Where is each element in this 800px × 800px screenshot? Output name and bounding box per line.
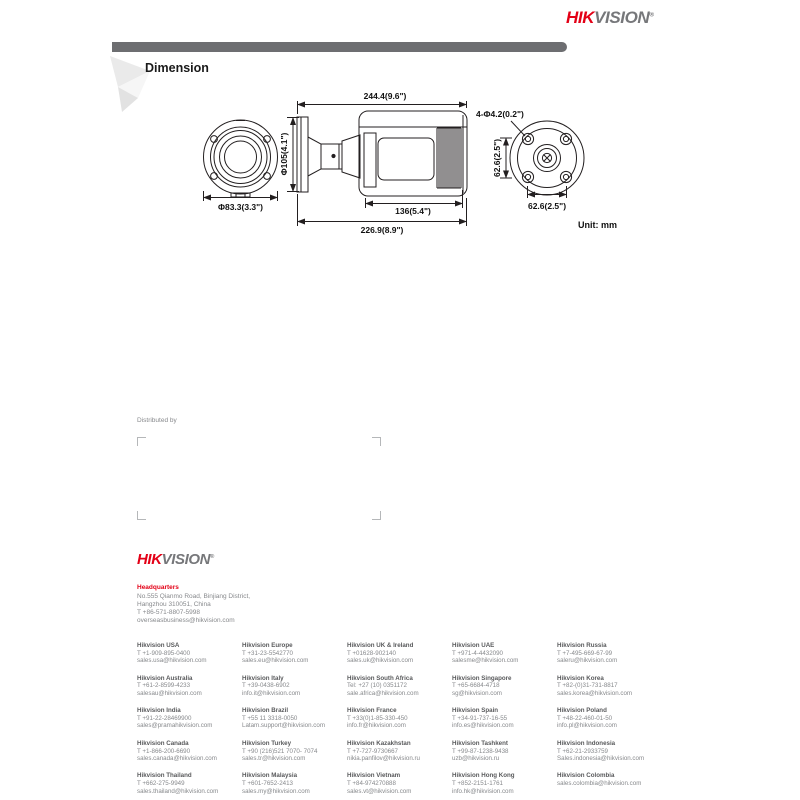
office-contact-lines xyxy=(242,650,347,665)
office-name: Hikvision Turkey xyxy=(242,739,292,747)
office-line: T +61-2-8599-4233 xyxy=(137,682,191,690)
body-length-label: 136(5.4") xyxy=(395,206,431,216)
office-entry xyxy=(242,740,347,773)
logo-hik-text: HIK xyxy=(566,8,595,27)
office-line: T +34-91-737-16-55 xyxy=(452,714,508,722)
hikvision-logo xyxy=(566,8,654,28)
office-line: sales.tr@hikvision.com xyxy=(242,754,306,762)
address-line: No.555 Qianmo Road, Binjiang District, xyxy=(137,593,251,600)
office-line: T +31-23-5542770 xyxy=(242,649,293,657)
rear-view xyxy=(500,121,584,198)
section-divider-bar xyxy=(112,42,567,52)
office-line: nikia.panfilov@hikvision.ru xyxy=(347,754,421,762)
office-line: T +62-21-2933759 xyxy=(557,747,608,755)
office-contact-lines xyxy=(557,715,662,730)
regional-offices-grid xyxy=(137,642,677,800)
office-name: Hikvision Korea xyxy=(557,674,604,682)
footer-logo-vision-text: VISION xyxy=(161,551,211,568)
office-line: sales.my@hikvision.com xyxy=(242,787,310,795)
front-diameter-label: Φ83.3(3.3") xyxy=(217,202,264,212)
address-line: Hangzhou 310051, China xyxy=(137,601,211,608)
office-line: sales.colombia@hikvision.com xyxy=(557,780,642,788)
office-line: info.pl@hikvision.com xyxy=(557,722,617,730)
office-line: sale.africa@hikvision.com xyxy=(347,689,419,697)
office-contact-lines xyxy=(452,682,557,697)
office-name: Hikvision Spain xyxy=(452,707,499,715)
office-entry xyxy=(242,675,347,708)
office-contact-lines xyxy=(137,715,242,730)
office-contact-lines xyxy=(347,650,452,665)
office-line: T +90 (216)521 7070- 7074 xyxy=(242,747,318,755)
overall-length-label: 226.9(8.9") xyxy=(360,225,404,235)
office-contact-lines xyxy=(347,682,452,697)
office-line: T +48-22-460-01-50 xyxy=(557,714,613,722)
office-line: T +99-87-1238-9438 xyxy=(452,747,509,755)
office-name: Hikvision Singapore xyxy=(452,674,512,682)
section-title: Dimension xyxy=(145,61,209,75)
office-contact-lines xyxy=(137,748,242,763)
office-name: Hikvision Poland xyxy=(557,707,607,715)
office-contact-lines xyxy=(557,780,662,787)
office-line: saleru@hikvision.com xyxy=(557,657,618,665)
distributed-by-label: Distributed by xyxy=(137,417,177,424)
office-line: T +601-7652-2413 xyxy=(242,780,293,788)
office-line: sales@pramahikvision.com xyxy=(137,722,213,730)
office-entry xyxy=(557,675,662,708)
office-line: T +65-6684-4718 xyxy=(452,682,500,690)
office-name: Hikvision Indonesia xyxy=(557,739,616,747)
registered-mark: ® xyxy=(649,11,654,19)
office-entry xyxy=(452,707,557,740)
office-line: salesau@hikvision.com xyxy=(137,689,202,697)
office-name: Hikvision Hong Kong xyxy=(452,772,515,780)
office-entry xyxy=(452,740,557,773)
office-name: Hikvision Russia xyxy=(557,642,607,649)
office-name: Hikvision Tashkent xyxy=(452,739,508,747)
office-line: sg@hikvision.com xyxy=(452,689,502,697)
office-contact-lines xyxy=(452,748,557,763)
office-entry xyxy=(347,772,452,800)
footer-logo-hik-text: HIK xyxy=(137,551,162,568)
address-line: T +86-571-8807-5998 xyxy=(137,609,200,616)
office-contact-lines xyxy=(242,748,347,763)
office-entry xyxy=(557,740,662,773)
office-line: uzb@hikvision.ru xyxy=(452,754,500,762)
dimension-drawing xyxy=(185,88,695,248)
office-line: T +82-(0)31-731-8817 xyxy=(557,682,618,690)
office-line: T +1-909-895-0400 xyxy=(137,649,191,657)
office-contact-lines xyxy=(137,780,242,795)
office-contact-lines xyxy=(452,780,557,795)
office-line: sales.uk@hikvision.com xyxy=(347,657,414,665)
office-contact-lines xyxy=(242,780,347,795)
office-entry xyxy=(242,772,347,800)
distributor-box-corner-bl xyxy=(137,511,146,520)
office-contact-lines xyxy=(557,748,662,763)
office-line: T +55 11 3318-0050 xyxy=(242,714,298,722)
office-line: sales.korea@hikvision.com xyxy=(557,689,633,697)
office-contact-lines xyxy=(347,748,452,763)
office-line: sales.eu@hikvision.com xyxy=(242,657,309,665)
office-line: info.it@hikvision.com xyxy=(242,689,301,697)
office-name: Hikvision Kazakhstan xyxy=(347,739,411,747)
office-line: T +33(0)1-85-330-450 xyxy=(347,714,408,722)
office-contact-lines xyxy=(137,682,242,697)
office-line: T +01628-902140 xyxy=(347,649,396,657)
office-line: Sales.indonesia@hikvision.com xyxy=(557,754,645,762)
office-name: Hikvision UAE xyxy=(452,642,495,649)
office-entry xyxy=(347,642,452,675)
office-name: Hikvision Vietnam xyxy=(347,772,401,780)
office-name: Hikvision UK & Ireland xyxy=(347,642,414,649)
office-line: T +84-974270888 xyxy=(347,780,396,788)
office-entry xyxy=(347,707,452,740)
logo-vision-text: VISION xyxy=(594,8,650,27)
office-line: T +852-2151-1761 xyxy=(452,780,503,788)
hole-spacing-horizontal-label: 62.6(2.5") xyxy=(527,201,567,211)
distributor-box-corner-tr xyxy=(372,437,381,446)
office-contact-lines xyxy=(452,715,557,730)
office-entry xyxy=(452,675,557,708)
office-entry xyxy=(557,772,662,800)
office-line: T +662-275-9949 xyxy=(137,780,185,788)
office-contact-lines xyxy=(347,780,452,795)
office-contact-lines xyxy=(242,715,347,730)
front-view xyxy=(204,120,278,201)
footer-registered-mark: ® xyxy=(210,554,214,560)
office-name: Hikvision Canada xyxy=(137,739,189,747)
office-name: Hikvision Italy xyxy=(242,674,284,682)
office-entry xyxy=(557,642,662,675)
hole-spacing-vertical-label: 62.6(2.5") xyxy=(492,138,502,178)
office-line: T +7-727-9730667 xyxy=(347,747,398,755)
office-contact-lines xyxy=(137,650,242,665)
office-line: T +91-22-28469900 xyxy=(137,714,192,722)
office-name: Hikvision USA xyxy=(137,642,180,649)
total-length-label: 244.4(9.6") xyxy=(363,91,407,101)
office-contact-lines xyxy=(242,682,347,697)
distributor-box-corner-br xyxy=(372,511,381,520)
leader-line xyxy=(511,121,525,136)
office-entry xyxy=(137,675,242,708)
office-line: sales.vt@hikvision.com xyxy=(347,787,412,795)
headquarters-title: Headquarters xyxy=(137,584,179,591)
office-entry xyxy=(452,642,557,675)
office-line: Latam.support@hikvision.com xyxy=(242,722,325,730)
office-line: T +7-495-669-67-99 xyxy=(557,649,613,657)
office-name: Hikvision South Africa xyxy=(347,674,413,682)
office-entry xyxy=(242,642,347,675)
mount-hole-spec-label: 4-Φ4.2(0.2") xyxy=(476,109,524,119)
office-line: Tel: +27 (10) 0351172 xyxy=(347,682,407,690)
office-line: sales.usa@hikvision.com xyxy=(137,657,207,665)
office-line: T +971-4-4432090 xyxy=(452,649,503,657)
headquarters-address xyxy=(137,593,250,625)
office-contact-lines xyxy=(347,715,452,730)
office-contact-lines xyxy=(557,682,662,697)
office-line: sales.thailand@hikvision.com xyxy=(137,787,219,795)
distributor-box-corner-tl xyxy=(137,437,146,446)
office-line: T +39-0438-6902 xyxy=(242,682,290,690)
office-contact-lines xyxy=(452,650,557,665)
office-entry xyxy=(137,707,242,740)
office-name: Hikvision Thailand xyxy=(137,772,192,780)
office-name: Hikvision India xyxy=(137,707,181,715)
office-line: info.hk@hikvision.com xyxy=(452,787,514,795)
office-entry xyxy=(347,675,452,708)
office-name: Hikvision France xyxy=(347,707,397,715)
office-entry xyxy=(347,740,452,773)
office-entry xyxy=(242,707,347,740)
office-name: Hikvision Colombia xyxy=(557,772,615,780)
office-entry xyxy=(452,772,557,800)
flange-diameter-label: Φ105(4.1") xyxy=(279,132,289,176)
unit-label: Unit: mm xyxy=(578,220,617,230)
address-line: overseasbusiness@hikvision.com xyxy=(137,617,235,624)
office-entry xyxy=(137,740,242,773)
office-contact-lines xyxy=(557,650,662,665)
office-line: T +1-866-200-6690 xyxy=(137,747,191,755)
footer-hikvision-logo xyxy=(137,551,214,568)
office-entry xyxy=(137,772,242,800)
office-name: Hikvision Australia xyxy=(137,674,193,682)
office-name: Hikvision Europe xyxy=(242,642,293,649)
office-line: salesme@hikvision.com xyxy=(452,657,519,665)
office-name: Hikvision Brazil xyxy=(242,707,289,715)
office-entry xyxy=(557,707,662,740)
office-line: sales.canada@hikvision.com xyxy=(137,754,217,762)
office-name: Hikvision Malaysia xyxy=(242,772,298,780)
office-line: info.fr@hikvision.com xyxy=(347,722,406,730)
office-entry xyxy=(137,642,242,675)
office-line: info.es@hikvision.com xyxy=(452,722,514,730)
